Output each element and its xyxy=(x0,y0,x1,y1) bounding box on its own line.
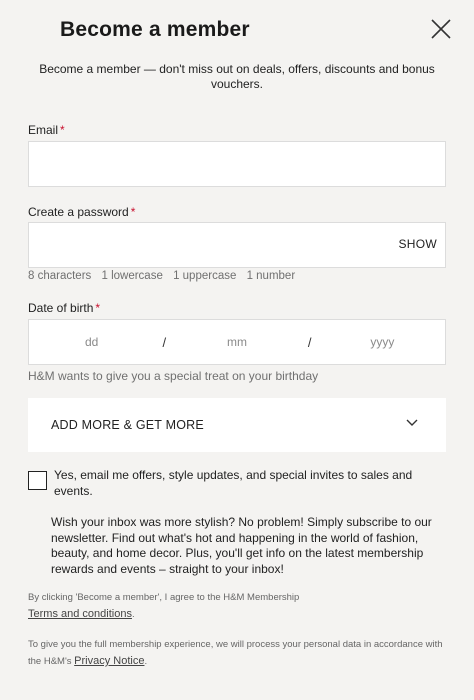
privacy-suffix: . xyxy=(144,656,148,667)
birthday-note: H&M wants to give you a special treat on your birthday xyxy=(28,369,319,383)
terms-notice xyxy=(28,590,446,623)
modal-title: Become a member xyxy=(60,18,250,41)
dob-separator: / xyxy=(307,334,312,350)
terms-link[interactable]: Terms and conditions xyxy=(28,608,132,620)
accordion-label: ADD MORE & GET MORE xyxy=(51,418,204,432)
chevron-down-icon xyxy=(406,419,418,427)
dob-label xyxy=(28,301,100,315)
dob-separator: / xyxy=(162,334,167,350)
dob-day-input[interactable] xyxy=(29,320,154,364)
dob-year-input[interactable] xyxy=(320,320,445,364)
password-label xyxy=(28,205,135,219)
email-field-box xyxy=(28,141,446,187)
password-requirements xyxy=(28,270,302,282)
email-field[interactable] xyxy=(29,142,445,186)
terms-suffix: . xyxy=(131,609,135,620)
newsletter-checkbox-label: Yes, email me offers, style updates, and special invites to sales and events. xyxy=(54,468,413,498)
privacy-link[interactable]: Privacy Notice xyxy=(74,655,145,667)
password-label-text: Create a password xyxy=(28,205,129,219)
password-hint: 1 number xyxy=(246,270,296,282)
email-label xyxy=(28,123,65,137)
privacy-notice xyxy=(28,637,446,670)
password-field[interactable] xyxy=(29,223,445,267)
email-label-text: Email xyxy=(28,123,59,137)
dob-field-box xyxy=(28,319,446,365)
terms-prefix: By clicking 'Become a member', I agree to the H&M Membership xyxy=(28,592,300,603)
show-password-button[interactable]: SHOW xyxy=(398,237,437,251)
newsletter-description: Wish your inbox was more stylish? No problem! Simply subscribe to our newsletter. Find out what's hot and happening in the world of fashion, beauty, and home decor. Plus, you'll get info on the latest membership rewards and events – straight to your inbox! xyxy=(51,515,432,576)
password-required-mark: * xyxy=(130,205,136,219)
dob-required-mark: * xyxy=(95,301,101,315)
password-hint: 8 characters xyxy=(28,270,92,282)
dob-label-text: Date of birth xyxy=(28,301,94,315)
password-hint: 1 lowercase xyxy=(101,270,163,282)
add-more-accordion[interactable] xyxy=(28,398,446,452)
dob-month-input[interactable] xyxy=(174,320,299,364)
password-field-box xyxy=(28,222,446,268)
password-hint: 1 uppercase xyxy=(173,270,237,282)
newsletter-checkbox[interactable] xyxy=(28,471,47,490)
modal-subtitle: Become a member — don't miss out on deals, offers, discounts and bonus vouchers. xyxy=(39,62,435,91)
email-required-mark: * xyxy=(60,123,65,137)
close-icon xyxy=(428,16,454,42)
close-button[interactable] xyxy=(428,16,454,42)
privacy-prefix: To give you the full membership experience, we will process your personal data in accordance with the H&M's xyxy=(28,639,443,667)
